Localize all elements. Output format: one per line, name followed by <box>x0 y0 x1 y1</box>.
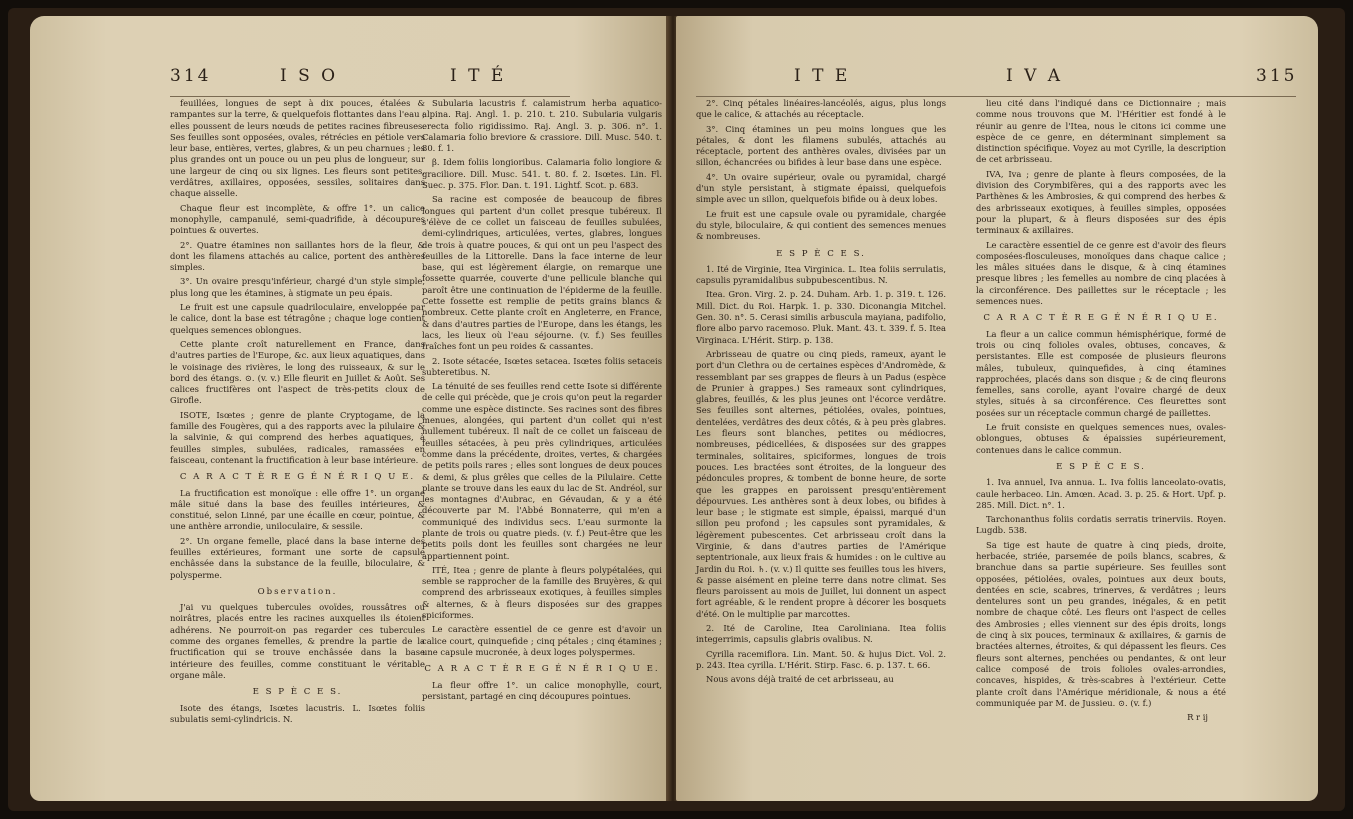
right-head-rule <box>696 96 1296 97</box>
paragraph: 1. Ité de Virginie, Itea Virginica. L. Itea foliis serrulatis, capsulis pyramidalibus subpubescentibus. N. <box>696 263 946 286</box>
paragraph: Le caractère essentiel de ce genre est d'avoir des fleurs composées-flosculeuses, monoïques dans chaque calice ; les mâles situées dans le disque, & à cinq étamines presque libres ; les femelles au nombre de cinq placées à la circonférence. Des paillettes sur le réceptacle ; les semences nues. <box>976 239 1226 307</box>
paragraph: Le caractère essentiel de ce genre est d'avoir un calice court, quinquefide ; cinq pétales ; cinq étamines ; une capsule mucronée, à deux loges polyspermes. <box>422 624 662 657</box>
paragraph: lieu cité dans l'indiqué dans ce Dictionnaire ; mais comme nous trouvons que M. l'Héritier est fondé à le réunir au genre de l'Itea, nous le citons ici comme une espèce de ce genre, en déterminant simplement sa distinction spécifique. Voyez au mot Cyrille, la description de cet arbrisseau. <box>976 98 1226 165</box>
left-page <box>30 16 670 801</box>
left-page-number: 314 <box>170 66 212 86</box>
left-column-2 <box>422 98 662 705</box>
paragraph: 2°. Cinq pétales linéaires-lancéolés, aigus, plus longs que le calice, & attachés au réceptacle. <box>696 98 946 120</box>
paragraph: 2°. Un organe femelle, placé dans la base interne des feuilles extérieures, formant une sorte de capsule enchâssée dans la substance de la feuille, biloculaire, & polysperme. <box>170 535 425 580</box>
paragraph: 2. Isote sétacée, Isœtes setacea. Isœtes foliis setaceis subteretibus. N. <box>422 355 662 377</box>
signature-mark: R r ij <box>1187 712 1208 723</box>
paragraph: Itea. Gron. Virg. 2. p. 24. Duham. Arb. 1. p. 319. t. 126. Mill. Dict. du Roi. Harpk. 1. p. 330. Diconangia Mitchel. Gen. 30. n°. 5. Cerasi similis arbuscula mayiana, padifolio, flore albo parvo racemoso. Pluk. Mant. 43. t. 339. f. 5. Itea Virginaca. L'Hérit. Stirp. p. 138. <box>696 289 946 345</box>
paragraph: Sa racine est composée de beaucoup de fibres longues qui partent d'un collet presque tubéreux. Il s'élève de ce collet un faisceau de feuilles subulées, demi-cylindriques, articulées, vertes, glabres, longues de trois à quatre pouces, & qui ont un peu l'aspect des feuilles de la Littorelle. Dans la face interne de leur base, qui est légèrement élargie, on remarque une fossette quarrée, couverte d'une pellicule blanche qui paroît être une continuation de l'épiderme de la feuille. Cette fossette est remplie de petits grains blancs & nombreux. Cette plante croît en Angleterre, en France, & dans d'autres parties de l'Europe, dans les étangs, les lacs, les lieux où l'eau séjourne. (v. f.) Ses feuilles fraîches font un peu roides & cassantes. <box>422 194 662 352</box>
left-column-1 <box>170 98 425 728</box>
section-heading: E S P È C E S. <box>1056 461 1146 472</box>
section-heading: C A R A C T È R E G É N É R I Q U E. <box>424 664 660 675</box>
paragraph: Subularia lacustris f. calamistrum herba aquatico-alpina. Raj. Angl. 1. p. 210. t. 210. Subularia vulgaris erecta folio rigidissimo. Raj. Angl. 3. p. 306. n°. 1. Calamaria folio breviore & crassiore. Dill. Musc. 540. t. 80. f. 1. <box>422 98 662 154</box>
paragraph: feuillées, longues de sept à dix pouces, étalées & rampantes sur la terre, & quelquefois flottantes dans l'eau ; elles poussent de leurs nœuds de petites racines fibreuses. Ses feuilles sont opposées, ovales, rétrécies en pétiole vers leur base, entières, vertes, glabres, & un peu charnues ; les plus grandes ont un pouce ou un peu plus de longueur, sur une largeur de cinq ou six lignes. Les fleurs sont petites, verdâtres, axillaires, opposées, sessiles, solitaires dans chaque aisselle. <box>170 98 425 199</box>
paragraph: Cyrilla racemiflora. Lin. Mant. 50. & hujus Dict. Vol. 2. p. 243. Itea cyrilla. L'Hérit. Stirp. Fasc. 6. p. 137. t. 66. <box>696 648 946 670</box>
paragraph: IVA, Iva ; genre de plante à fleurs composées, de la division des Corymbifères, qui a des rapports avec les Parthènes & les Ambrosies, & qui comprend des herbes & des arbrisseaux exotiques, à feuilles simples, opposées pour la plupart, & à fleurs disposées sur des épis terminaux & axillaires. <box>976 168 1226 236</box>
paragraph: 3°. Cinq étamines un peu moins longues que les pétales, & dont les filamens subulés, attachés au réceptacle, portent des anthères ovales, divisées par un sillon, échancrées ou bifides à leur base dans une espèce. <box>696 123 946 168</box>
right-column-1 <box>696 98 946 689</box>
section-heading: C A R A C T È R E G É N É R I Q U E. <box>983 313 1219 324</box>
paragraph: La ténuité de ses feuilles rend cette Isote si différente de celle qui précède, que je crois qu'on peut la regarder comme une espèce distincte. Ses racines sont des fibres menues, alongées, qui partent d'un collet qui n'est nullement tubéreux. Il naît de ce collet un faisceau de feuilles sétacées, à peu près cylindriques, articulées comme dans la précédente, droites, vertes, & chargées de petits poils rares ; elles sont longues de deux pouces & demi, & plus grêles que celles de la Pilulaire. Cette plante se trouve dans les eaux du lac de St. Andréol, sur les montagnes d'Aubrac, en Gévaudan, & y a été découverte par M. l'Abbé Bonnaterre, qui m'en a communiqué des individus secs. L'eau surmonte la plante de trois ou quatre pieds. (v. f.) Peut-être que les petits poils dont les feuilles sont chargées ne leur appartiennent point. <box>422 381 662 561</box>
left-head-rule <box>170 96 570 97</box>
paragraph: J'ai vu quelques tubercules ovoïdes, roussâtres ou noirâtres, placés entre les racines auxquelles ils étoient adhérens. Ne pourroit-on pas regarder ces tubercules comme des organes femelles, & prendre la partie de la fructification qui se trouve enchâssée dans la base intérieure des feuilles, comme constituant le véritable organe mâle. <box>170 602 425 680</box>
left-head-right: I T É <box>450 66 507 86</box>
paragraph: 4°. Un ovaire supérieur, ovale ou pyramidal, chargé d'un style persistant, à stigmate épaissi, quelquefois simple avec un sillon, quelquefois bifide ou à deux lobes. <box>696 171 946 205</box>
right-head-right: I V A <box>1006 66 1064 86</box>
left-running-head <box>30 66 670 96</box>
paragraph: Tarchonanthus foliis cordatis serratis trinerviis. Royen. Lugdb. 538. <box>976 514 1226 536</box>
paragraph: Arbrisseau de quatre ou cinq pieds, rameux, ayant le port d'un Clethra ou de certaines espèces d'Andromède, & ressemblant par ses grappes de fleurs à un Padus (espèce de Prunier à grappes.) Ses rameaux sont cylindriques, glabres, feuillés, & les plus jeunes ont l'écorce verdâtre. Ses feuilles sont alternes, pétiolées, ovales, pointues, dentelées, verdâtres des deux côtés, & à peu près glabres. Les fleurs sont blanches, petites ou médiocres, nombreuses, pédicellées, & disposées sur des grappes terminales, solitaires, spiciformes, longues de trois pouces. Les bractées sont étroites, de la longueur des pédoncules propres, & tombent de bonne heure, de sorte que les grappes en paroissent presqu'entièrement dépourvues. Les anthères sont à deux lobes, ou bifides à leur base ; le stigmate est simple, épaissi, marqué d'un sillon peu profond ; les capsules sont pyramidales, & légèrement pubescentes. Cet arbrisseau croît dans la Virginie, & dans d'autres parties de l'Amérique septentrionale, aux lieux frais & humides : on le cultive au Jardin du Roi. ♄. (v. v.) Il quitte ses feuilles tous les hivers, & passe aisément en pleine terre dans notre climat. Ses fleurs paroissent au mois de Juillet, lui donnent un aspect fort agréable, & le rendent propre à décorer les bosquets d'été. On le multiplie par marcottes. <box>696 348 946 619</box>
paragraph: Le fruit est une capsule ovale ou pyramidale, chargée du style, biloculaire, & qui contient des semences menues & nombreuses. <box>696 208 946 242</box>
section-heading: E S P È C E S. <box>252 687 343 698</box>
paragraph: Nous avons déjà traité de cet arbrisseau, au <box>706 674 894 685</box>
right-running-head <box>676 66 1318 96</box>
paragraph: La fleur a un calice commun hémisphérique, formé de trois ou cinq folioles ovales, obtuses, concaves, & persistantes. Elle est composée de plusieurs fleurons mâles, tubuleux, quinquefides, à cinq étamines rapprochées, placés dans son disque ; & de cinq fleurons femelles, sans corolle, ayant l'ovaire chargé de deux styles, situés à sa circonférence. Ces fleurettes sont posées sur un réceptacle commun chargé de paillettes. <box>976 328 1226 418</box>
section-heading: E S P È C E S. <box>776 248 866 259</box>
paragraph: ISOTE, Isœtes ; genre de plante Cryptogame, de la famille des Fougères, qui a des rapports avec la pilulaire & la salvinie, & qui comprend des herbes aquatiques, à feuilles simples, subulées, radicales, ramassées en faisceau, contenant la fructification à leur base intérieure. <box>170 409 425 465</box>
right-page-number: 315 <box>1256 66 1298 86</box>
paragraph: Le fruit est une capsule quadriloculaire, enveloppée par le calice, dont la base est tétragône ; chaque loge contient quelques semences oblongues. <box>170 302 425 335</box>
paragraph: 2°. Quatre étamines non saillantes hors de la fleur, & dont les filamens attachés au calice, portent des anthères simples. <box>170 239 425 273</box>
paragraph: 3°. Un ovaire presqu'inférieur, chargé d'un style simple, plus long que les étamines, à stigmate un peu épais. <box>170 276 425 298</box>
paragraph: Isote des étangs, Isœtes lacustris. L. Isœtes foliis subulatis semi-cylindricis. N. <box>170 702 425 724</box>
right-page <box>676 16 1318 801</box>
paragraph: ITÉ, Itea ; genre de plante à fleurs polypétalées, qui semble se rapprocher de la famille des Bruyères, & qui comprend des arbrisseaux exotiques, à feuilles simples & alternes, & à fleurs disposées sur des grappes spiciformes. <box>422 564 662 621</box>
paragraph: La fleur offre 1°. un calice monophylle, court, persistant, partagé en cinq découpures pointues. <box>422 679 662 701</box>
paragraph: Chaque fleur est incomplète, & offre 1°. un calice monophylle, campanulé, semi-quadrifide, à découpures pointues & ouvertes. <box>170 202 425 236</box>
paragraph: Sa tige est haute de quatre à cinq pieds, droite, herbacée, striée, parsemée de poils blancs, scabres, & branchue dans sa partie supérieure. Ses feuilles sont opposées, pétiolées, ovales, pointues aux deux bouts, dentées en scie, scabres, trinerves, & verdâtres ; leurs dentelures sont un peu grandes, inégales, & en petit nombre de chaque côté. Les fleurs ont l'aspect de celles des Ambrosies ; elles viennent sur des épis droits, longs de cinq à six pouces, terminaux & axillaires, & garnis de bractées alternes, étroites, & qui dépassent les fleurs. Ces fleurs sont alternes, penchées ou pendantes, & ont leur calice composé de trois folioles ovales-arrondies, concaves, hispides, & très-scabres à l'extérieur. Cette plante croît dans l'Amérique méridionale, & nous a été communiquée par M. de Jussieu. ⊙. (v. f.) <box>976 539 1226 708</box>
section-heading: C A R A C T È R E G É N É R I Q U E. <box>179 472 416 483</box>
paragraph: Cette plante croît naturellement en France, dans d'autres parties de l'Europe, &c. aux lieux aquatiques, dans le voisinage des rivières, le long des ruisseaux, & sur le bord des étangs. ⊙. (v. v.) Elle fleurit en Juillet & Août. Ses calices fructifères ont l'aspect de très-petits cloux de Girofle. <box>170 338 425 406</box>
right-column-2 <box>976 98 1226 726</box>
paragraph: Le fruit consiste en quelques semences nues, ovales-oblongues, obtuses & épaissies supérieurement, contenues dans le calice commun. <box>976 422 1226 455</box>
right-head-left: I T E <box>794 66 851 86</box>
paragraph: 1. Iva annuel, Iva annua. L. Iva foliis lanceolato-ovatis, caule herbaceo. Lin. Amœn. Acad. 3. p. 25. & Hort. Upf. p. 285. Mill. Dict. n°. 1. <box>976 477 1226 510</box>
paragraph: 2. Ité de Caroline, Itea Caroliniana. Itea foliis integerrimis, capsulis glabris ovalibus. N. <box>696 623 946 645</box>
paragraph: β. Idem foliis longioribus. Calamaria folio longiore & graciliore. Dill. Musc. 541. t. 80. f. 2. Isœtes. Lin. Fl. Suec. p. 375. Flor. Dan. t. 191. Lightf. Scot. p. 683. <box>422 157 662 191</box>
paragraph: La fructification est monoïque : elle offre 1°. un organe mâle situé dans la base des feuilles intérieures, & constitué, selon Linné, par une écaille en cœur, pointue, & une anthère arrondie, uniloculaire, & sessile. <box>170 487 425 532</box>
section-heading: Observation. <box>257 586 338 597</box>
left-head-left: I S O <box>280 66 339 86</box>
